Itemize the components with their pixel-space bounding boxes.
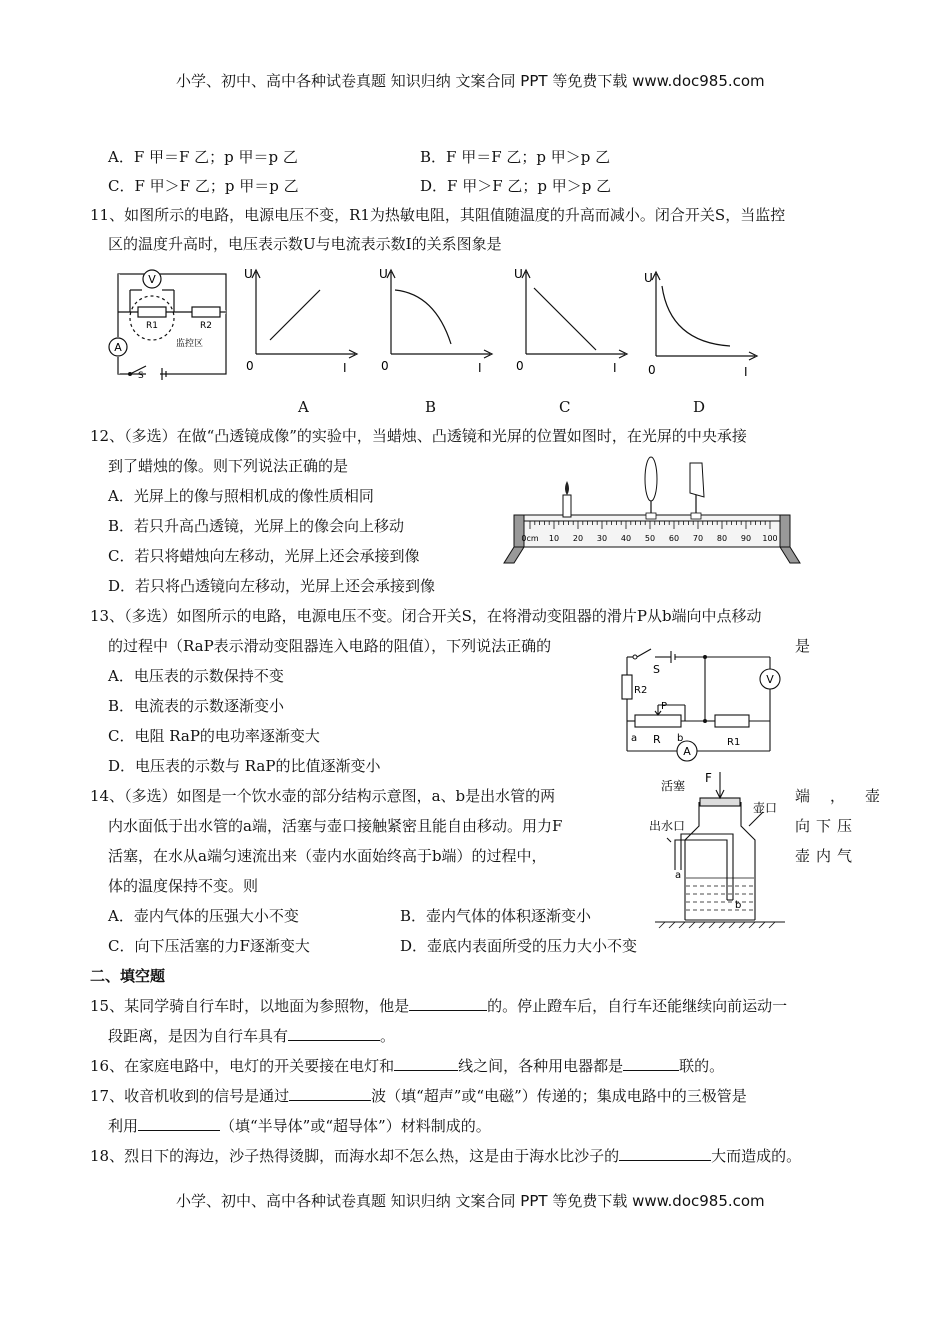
q14-option-d: D．壶底内表面所受的压力大小不变 [400,937,638,955]
q15-line2 [108,1026,395,1046]
q11-graph-c-u: U [514,267,523,281]
q12-option-b: B．若只升高凸透镜，光屏上的像会向上移动 [108,517,405,535]
q14-option-a: A．壶内气体的压强大小不变 [108,907,299,925]
q12-option-c: C．若只将蜡烛向左移动，光屏上还会承接到像 [108,547,420,565]
q15-line1 [90,996,787,1016]
q11-circuit-zone-label: 监控区 [176,339,204,349]
q15-blank-2[interactable] [288,1026,380,1041]
q15-part3: 段距离，是因为自行车具有 [108,1027,289,1045]
q11-graph-d-u: U [644,271,653,285]
q11-graph-letter-a: A [298,398,309,416]
q14-option-b: B．壶内气体的体积逐渐变小 [400,907,592,925]
q18-part2: 大而造成的。 [711,1147,802,1165]
q11-circuit-s-label: S [138,371,144,381]
q13-s-label: S [653,663,660,676]
q13-b-end-label: b [677,733,684,744]
q18-part1: 18、烈日下的海边，沙子热得烫脚，而海水却不怎么热，这是由于海水比沙子的 [90,1147,620,1165]
q14-line4: 体的温度保持不变。则 [108,877,259,895]
candle [563,495,571,517]
ruler-label: 60 [668,534,680,543]
q16-part2: 线之间，各种用电器都是 [458,1057,624,1075]
q11-graph-letter-b: B [425,398,437,416]
q14-a-end-label: a [675,870,682,881]
q11-circuit-diagram [100,262,235,382]
q14-line3a: 活塞，在水从a端匀速流出来（壶内水面始终高于b端）的过程中， [108,847,547,865]
q11-graph-letter-d: D [693,398,706,416]
q10-option-b: B．F 甲＝F 乙；p 甲＞p 乙 [420,148,611,166]
q16-blank-2[interactable] [623,1056,679,1071]
q14-kettle-diagram [645,770,795,930]
ruler-label: 40 [620,534,632,543]
q13-line2a: 的过程中（RaP表示滑动变阻器连入电路的阻值），下列说法正确的 [108,637,552,655]
q12-optical-bench [500,455,805,567]
q13-circuit-diagram [615,645,785,760]
q16-part1: 16、在家庭电路中，电灯的开关要接在电灯和 [90,1057,395,1075]
q14-line2b: 向下压 [795,817,859,835]
q12-option-a: A．光屏上的像与照相机成的像性质相同 [108,487,374,505]
q14-line3b: 壶内气 [795,847,859,865]
q11-line2: 区的温度升高时，电压表示数U与电流表示数I的关系图象是 [108,235,502,253]
q14-line1a: 14、（多选）如图是一个饮水壶的部分结构示意图，a、b是出水管的两 [90,787,556,805]
ruler-label: 50 [644,534,656,543]
ruler-label: 70 [692,534,704,543]
ruler-label: 0cm [521,534,539,543]
q16-part3: 联的。 [679,1057,725,1075]
q13-r1-label: R1 [727,737,741,748]
ruler-label: 100 [762,534,778,543]
q11-graph-d-i: I [744,365,748,379]
q17-part1: 17、收音机收到的信号是通过 [90,1087,290,1105]
q13-line2b: 是 [795,637,811,655]
light-screen [690,463,704,519]
q13-r-label: R [653,733,661,746]
ruler-label: 80 [716,534,728,543]
q11-graph-a [240,262,365,382]
candle-flame [565,481,569,495]
convex-lens [645,457,657,519]
q14-force-label: F [705,771,712,785]
q12-line1: 12、（多选）在做“凸透镜成像”的实验中，当蜡烛、凸透镜和光屏的位置如图时，在光屏的中央承接 [90,427,747,445]
q12-line2: 到了蜡烛的像。则下列说法正确的是 [108,457,349,475]
q13-r2-label: R2 [634,685,648,696]
q13-line1: 13、（多选）如图所示的电路，电源电压不变。闭合开关S，在将滑动变阻器的滑片P从b端向中点移动 [90,607,762,625]
q11-graph-c-i: I [613,361,617,375]
q11-graph-a-u: U [244,267,253,281]
q11-circuit-v-label: V [148,273,156,286]
ruler-label: 20 [572,534,584,543]
q18-line1 [90,1146,801,1166]
q17-line1 [90,1086,747,1106]
q11-graph-b-i: I [478,361,482,375]
ruler-label: 10 [548,534,560,543]
q11-graph-b-u: U [379,267,388,281]
q14-mouth-label: 壶口 [753,801,778,815]
q11-graph-c [510,262,635,382]
q11-circuit-a-label: A [114,341,122,354]
q13-a-end-label: a [631,733,638,744]
q14-line1b-text: 端，壶 [795,787,901,805]
q13-option-d: D．电压表的示数与 RaP的比值逐渐变小 [108,757,381,775]
q17-part3: 利用 [108,1117,139,1135]
q11-circuit-r1-label: R1 [146,321,158,331]
q14-b-end-label: b [735,900,742,911]
page-header: 小学、初中、高中各种试卷真题 知识归纳 文案合同 PPT 等免费下载 www.doc985.com [176,72,765,90]
q13-option-c: C．电阻 RaP的电功率逐渐变大 [108,727,320,745]
q15-blank-1[interactable] [409,996,487,1011]
q13-ammeter-label: A [683,745,691,758]
ruler-label: 30 [596,534,608,543]
q13-p-label: P [661,701,668,712]
q11-graph-b-o: 0 [381,359,389,373]
q17-blank-2[interactable] [138,1116,220,1131]
q14-piston-label: 活塞 [661,779,686,793]
q14-line1b [795,786,901,806]
q18-blank-1[interactable] [619,1146,711,1161]
q11-graph-d [642,264,767,384]
q17-line2 [108,1116,491,1136]
q16-blank-1[interactable] [394,1056,458,1071]
q11-graph-a-i: I [343,361,347,375]
q17-part2: 波（填“超声”或“电磁”）传递的；集成电路中的三极管是 [371,1087,747,1105]
q13-option-a: A．电压表的示数保持不变 [108,667,284,685]
q10-option-a: A．F 甲＝F 乙；p 甲＝p 乙 [108,148,298,166]
q12-option-d: D．若只将凸透镜向左移动，光屏上还会承接到像 [108,577,436,595]
q13-option-b: B．电流表的示数逐渐变小 [108,697,285,715]
q15-part1: 15、某同学骑自行车时，以地面为参照物，他是 [90,997,410,1015]
q15-part4: 。 [380,1027,396,1045]
q11-graph-letter-c: C [559,398,571,416]
q10-option-c: C．F 甲＞F 乙；p 甲＝p 乙 [108,177,299,195]
q11-graph-b [375,262,500,382]
section-2-title: 二、填空题 [90,967,166,985]
q11-graph-d-o: 0 [648,363,656,377]
q14-outlet-label: 出水口 [649,819,686,833]
ruler-label: 90 [740,534,752,543]
q14-line2a: 内水面低于出水管的a端，活塞与壶口接触紧密且能自由移动。用力F [108,817,563,835]
q14-option-c: C．向下压活塞的力F逐渐变大 [108,937,310,955]
q11-circuit-r2-label: R2 [200,321,212,331]
q17-blank-1[interactable] [289,1086,371,1101]
q16-line1 [90,1056,724,1076]
q11-graph-c-o: 0 [516,359,524,373]
q10-option-d: D．F 甲＞F 乙；p 甲＞p 乙 [420,177,612,195]
q15-part2: 的。停止蹬车后，自行车还能继续向前运动一 [487,997,788,1015]
page-footer: 小学、初中、高中各种试卷真题 知识归纳 文案合同 PPT 等免费下载 www.doc985.com [176,1192,765,1210]
q11-line1: 11、如图所示的电路，电源电压不变，R1为热敏电阻，其阻值随温度的升高而减小。闭合开关S，当监控 [90,206,786,224]
q11-graph-a-o: 0 [246,359,254,373]
q13-v-label: V [766,673,774,686]
q17-part4: （填“半导体”或“超导体”）材料制成的。 [220,1117,491,1135]
